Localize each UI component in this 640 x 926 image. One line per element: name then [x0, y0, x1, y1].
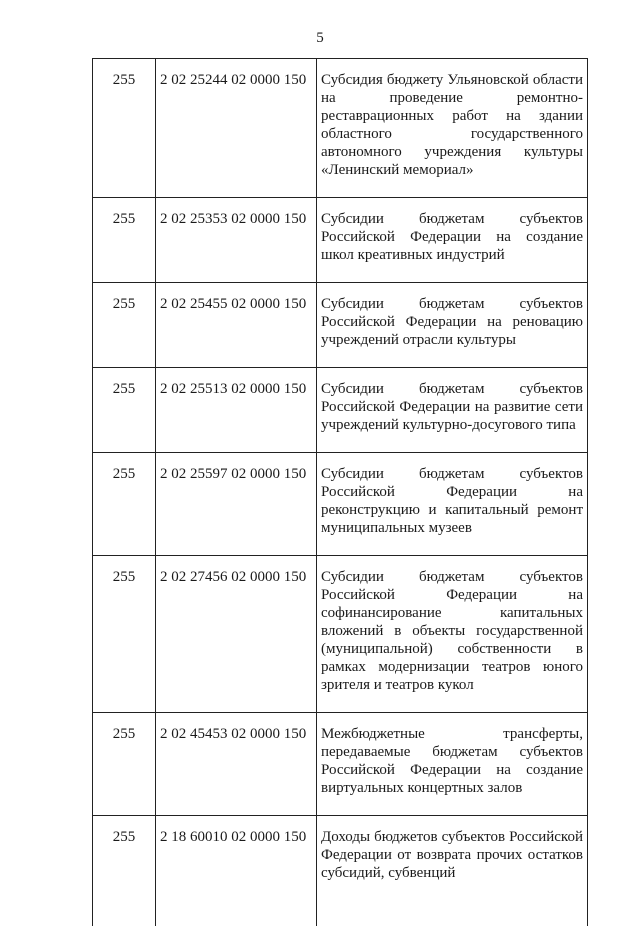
- admin-code-cell: 255: [93, 713, 156, 816]
- table-row: [93, 368, 588, 453]
- revenue-description-cell: Субсидии бюджетам субъектов Российской Федерации на создание школ креативных индустрий: [317, 198, 588, 283]
- page-number: 5: [0, 30, 640, 47]
- table-row: [93, 59, 588, 198]
- revenue-code-cell: 2 02 25455 02 0000 150: [156, 283, 317, 368]
- revenue-code-cell: 2 18 60010 02 0000 150: [156, 816, 317, 926]
- admin-code-cell: 255: [93, 368, 156, 453]
- revenue-description-cell: Межбюджетные трансферты, передаваемые бюджетам субъектов Российской Федерации на создание виртуальных концертных залов: [317, 713, 588, 816]
- revenue-code-cell: 2 02 27456 02 0000 150: [156, 556, 317, 713]
- revenue-description-cell: Субсидии бюджетам субъектов Российской Федерации на реконструкцию и капитальный ремонт муниципальных музеев: [317, 453, 588, 556]
- admin-code-cell: 255: [93, 59, 156, 198]
- revenue-code-cell: 2 02 25597 02 0000 150: [156, 453, 317, 556]
- admin-code-cell: 255: [93, 556, 156, 713]
- table-row: [93, 198, 588, 283]
- revenue-code-cell: 2 02 25513 02 0000 150: [156, 368, 317, 453]
- revenue-description-cell: Доходы бюджетов субъектов Российской Федерации от возврата прочих остатков субсидий, субвенций: [317, 816, 588, 926]
- table-row: [93, 283, 588, 368]
- revenue-description-cell: Субсидии бюджетам субъектов Российской Федерации на развитие сети учреждений культурно-досугового типа: [317, 368, 588, 453]
- table-row: [93, 453, 588, 556]
- table-row: [93, 556, 588, 713]
- revenue-code-cell: 2 02 45453 02 0000 150: [156, 713, 317, 816]
- admin-code-cell: 255: [93, 453, 156, 556]
- revenue-description-cell: Субсидия бюджету Ульяновской области на проведение ремонтно-реставрационных работ на здании областного государственного автономного учреждения культуры «Ленинский мемориал»: [317, 59, 588, 198]
- admin-code-cell: 255: [93, 198, 156, 283]
- table-row: [93, 816, 588, 926]
- revenue-code-cell: 2 02 25244 02 0000 150: [156, 59, 317, 198]
- table-row: [93, 713, 588, 816]
- revenue-code-cell: 2 02 25353 02 0000 150: [156, 198, 317, 283]
- revenue-description-cell: Субсидии бюджетам субъектов Российской Федерации на софинансирование капитальных вложений в объекты государственной (муниципальной) собственности в рамках модернизации театров юного зрителя и театров кукол: [317, 556, 588, 713]
- admin-code-cell: 255: [93, 816, 156, 926]
- admin-code-cell: 255: [93, 283, 156, 368]
- revenue-description-cell: Субсидии бюджетам субъектов Российской Федерации на реновацию учреждений отрасли культуры: [317, 283, 588, 368]
- revenue-codes-table: [92, 58, 588, 926]
